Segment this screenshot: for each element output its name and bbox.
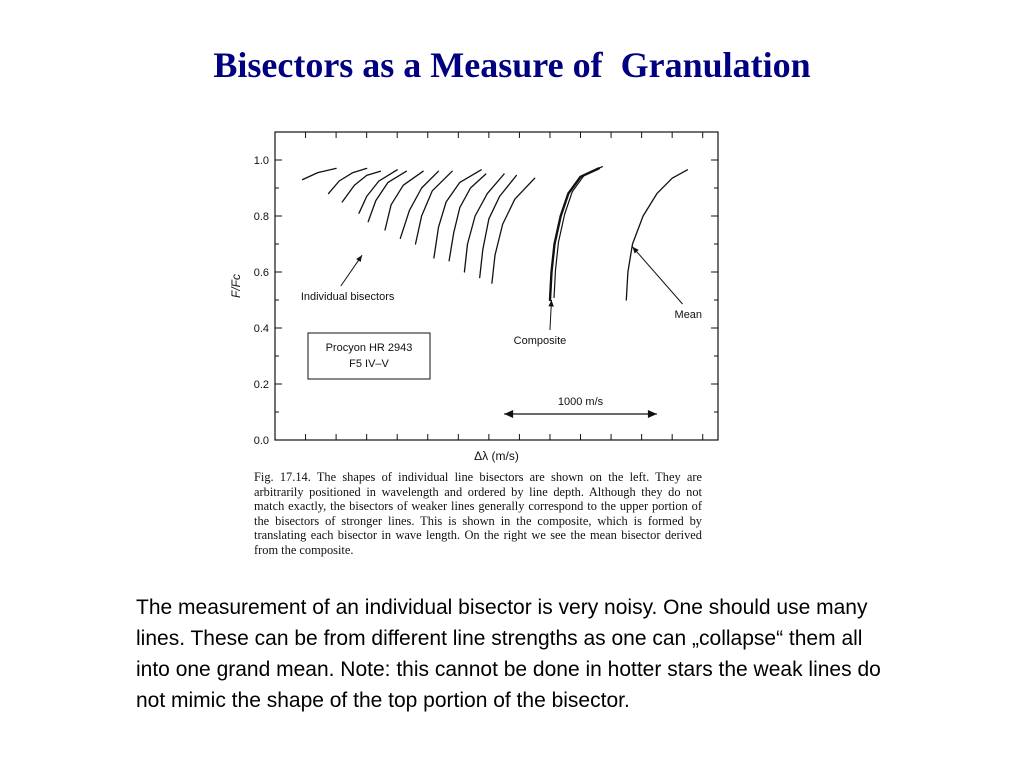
y-tick-label: 0.6 — [253, 267, 269, 279]
y-tick-label: 0.8 — [253, 211, 269, 223]
scale-bar-right-head — [648, 410, 657, 418]
x-axis-label: Δλ (m/s) — [474, 449, 519, 463]
info-box — [308, 333, 430, 379]
slide-body-text: The measurement of an individual bisector is very noisy. One should use many lines. These can be from different line strengths as one can „collapse“ them all into one grand mean. Note: this cannot be done in hotter stars the weak lines do not mimic the shape of the top portion of the bisector. — [136, 596, 881, 712]
individual-bisector — [480, 175, 517, 277]
individual-bisector — [416, 171, 453, 244]
y-tick-label: 1.0 — [253, 155, 269, 167]
scale-bar-left-head — [504, 410, 513, 418]
annotation-arrow-mean — [632, 247, 682, 304]
annotation-arrow-individual-head — [356, 255, 362, 262]
annotation-composite: Composite — [513, 335, 567, 347]
y-tick-label: 0.2 — [253, 379, 269, 391]
composite-bisector-band — [554, 166, 603, 298]
info-box-line: Procyon HR 2943 — [325, 342, 413, 354]
plot-frame — [275, 132, 718, 440]
y-tick-label: 0.0 — [253, 435, 269, 447]
individual-bisector — [329, 168, 367, 193]
individual-bisector — [368, 171, 406, 221]
slide-title: Bisectors as a Measure of Granulation — [213, 45, 811, 85]
figure-caption: Fig. 17.14. The shapes of individual line bisectors are shown on the left. They are arbitrarily positioned in wavelength and ordered by line depth. Although they do not match exactly, the bisectors of weaker lines generally correspond to the upper portion of the bisectors of stronger lines. This is shown in the composite, which is formed by translating each bisector in wave length. On the right we see the mean bisector derived from the composite. — [254, 470, 702, 557]
annotation-individual-bisectors: Individual bisectors — [300, 291, 395, 303]
individual-bisector — [303, 168, 337, 179]
y-axis-label: F/Fc — [229, 274, 243, 298]
bisector-chart — [220, 120, 740, 465]
annotation-arrow-composite-head — [548, 300, 553, 307]
scale-bar-label: 1000 m/s — [557, 396, 604, 408]
mean-bisector — [626, 170, 687, 300]
y-tick-label: 0.4 — [253, 323, 269, 335]
individual-bisector — [492, 178, 535, 283]
info-box-line: F5 IV–V — [349, 358, 389, 370]
annotation-mean: Mean — [674, 309, 703, 321]
